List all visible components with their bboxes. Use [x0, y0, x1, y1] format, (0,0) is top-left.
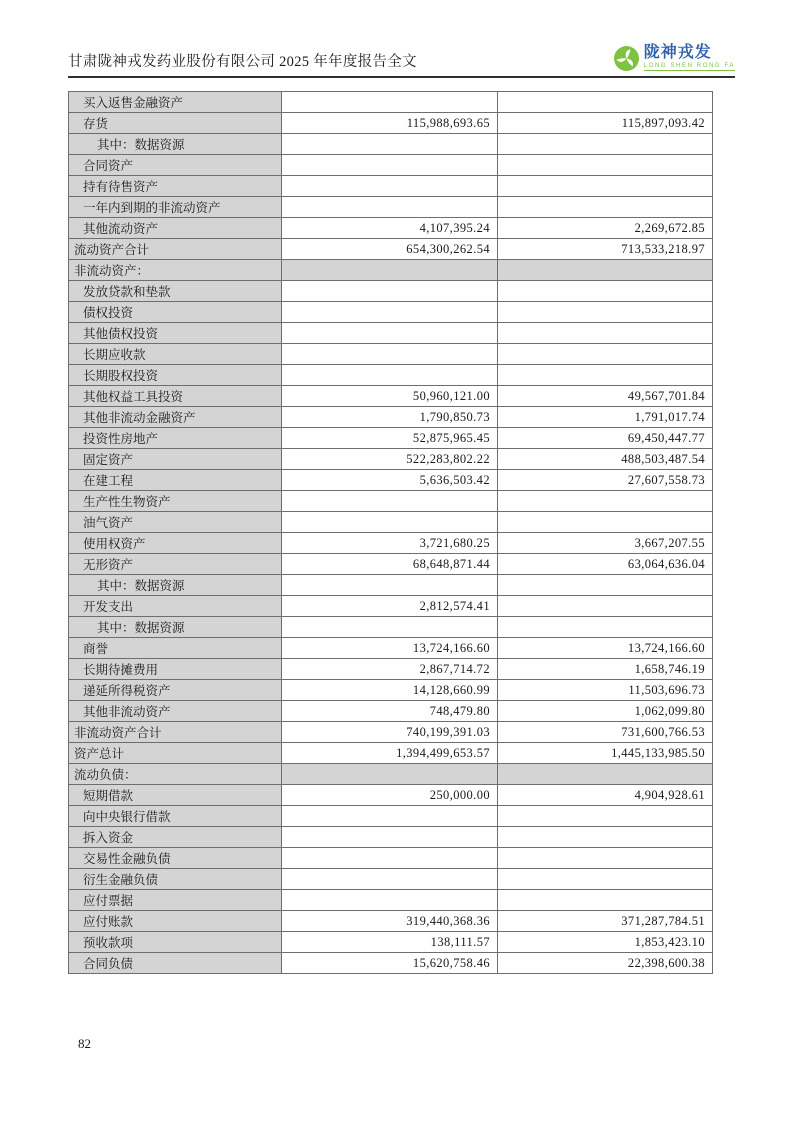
table-row [69, 785, 713, 806]
row-value-col2 [498, 302, 713, 323]
row-value-col2 [498, 575, 713, 596]
balance-sheet-body [69, 92, 713, 974]
table-row [69, 848, 713, 869]
row-value-col1 [282, 302, 498, 323]
row-value-col1: 5,636,503.42 [282, 470, 498, 491]
row-value-col2: 1,062,099.80 [498, 701, 713, 722]
row-value-col2: 731,600,766.53 [498, 722, 713, 743]
row-value-col2 [498, 176, 713, 197]
logo-subtitle: LONG SHEN RONG FA [643, 63, 735, 69]
table-row [69, 764, 713, 785]
table-row [69, 197, 713, 218]
row-value-col1: 52,875,965.45 [282, 428, 498, 449]
row-label: 在建工程 [69, 470, 282, 491]
balance-sheet-table [68, 91, 713, 974]
table-row [69, 680, 713, 701]
row-label: 应付票据 [69, 890, 282, 911]
row-value-col2: 115,897,093.42 [498, 113, 713, 134]
logo-text-block [644, 45, 735, 71]
table-row [69, 155, 713, 176]
row-label: 无形资产 [69, 554, 282, 575]
row-label: 其他流动资产 [69, 218, 282, 239]
row-value-col2 [498, 344, 713, 365]
row-label: 长期待摊费用 [69, 659, 282, 680]
row-value-col2 [498, 806, 713, 827]
table-row [69, 344, 713, 365]
row-value-col1: 15,620,758.46 [282, 953, 498, 974]
row-value-col2 [498, 764, 713, 785]
row-value-col2: 4,904,928.61 [498, 785, 713, 806]
row-value-col2: 13,724,166.60 [498, 638, 713, 659]
table-row [69, 743, 713, 764]
row-label: 生产性生物资产 [69, 491, 282, 512]
row-value-col1 [282, 890, 498, 911]
row-value-col1 [282, 365, 498, 386]
row-value-col2: 371,287,784.51 [498, 911, 713, 932]
row-value-col2: 22,398,600.38 [498, 953, 713, 974]
row-value-col1: 522,283,802.22 [282, 449, 498, 470]
table-row [69, 617, 713, 638]
row-value-col2 [498, 155, 713, 176]
row-value-col1: 1,394,499,653.57 [282, 743, 498, 764]
row-value-col2: 1,791,017.74 [498, 407, 713, 428]
row-value-col1 [282, 869, 498, 890]
row-value-col2 [498, 869, 713, 890]
row-value-col2 [498, 323, 713, 344]
table-row [69, 491, 713, 512]
table-row [69, 302, 713, 323]
row-label: 持有待售资产 [69, 176, 282, 197]
row-label: 开发支出 [69, 596, 282, 617]
row-label: 长期应收款 [69, 344, 282, 365]
table-row [69, 281, 713, 302]
row-value-col2 [498, 365, 713, 386]
row-label: 短期借款 [69, 785, 282, 806]
row-value-col2: 3,667,207.55 [498, 533, 713, 554]
row-value-col1 [282, 176, 498, 197]
row-value-col1: 654,300,262.54 [282, 239, 498, 260]
row-value-col1: 1,790,850.73 [282, 407, 498, 428]
page-header [68, 42, 735, 78]
row-label: 其中：数据资源 [69, 617, 282, 638]
table-row [69, 407, 713, 428]
row-value-col1: 2,867,714.72 [282, 659, 498, 680]
table-row [69, 533, 713, 554]
row-label: 商誉 [69, 638, 282, 659]
row-value-col2 [498, 890, 713, 911]
row-value-col2: 488,503,487.54 [498, 449, 713, 470]
row-value-col1: 748,479.80 [282, 701, 498, 722]
page-number: 82 [78, 1036, 91, 1051]
row-label: 发放贷款和垫款 [69, 281, 282, 302]
table-row [69, 239, 713, 260]
row-label: 合同负债 [69, 953, 282, 974]
row-label: 其他非流动金融资产 [69, 407, 282, 428]
row-label: 非流动资产合计 [69, 722, 282, 743]
row-value-col1: 50,960,121.00 [282, 386, 498, 407]
report-title: 甘肃陇神戎发药业股份有限公司 2025 年年度报告全文 [68, 54, 417, 70]
row-value-col2 [498, 134, 713, 155]
table-row [69, 386, 713, 407]
table-row [69, 92, 713, 113]
table-row [69, 869, 713, 890]
table-row [69, 365, 713, 386]
row-value-col2: 49,567,701.84 [498, 386, 713, 407]
row-value-col2 [498, 92, 713, 113]
row-label: 交易性金融负债 [69, 848, 282, 869]
row-value-col1 [282, 827, 498, 848]
row-value-col2 [498, 491, 713, 512]
row-label: 递延所得税资产 [69, 680, 282, 701]
table-row [69, 260, 713, 281]
logo-company-name: 陇神戎发 [643, 44, 712, 61]
row-label: 衍生金融负债 [69, 869, 282, 890]
row-value-col1: 4,107,395.24 [282, 218, 498, 239]
row-value-col1 [282, 134, 498, 155]
table-row [69, 596, 713, 617]
table-row [69, 323, 713, 344]
table-row [69, 176, 713, 197]
table-row [69, 554, 713, 575]
table-row [69, 953, 713, 974]
row-value-col1 [282, 491, 498, 512]
table-row [69, 134, 713, 155]
row-label: 债权投资 [69, 302, 282, 323]
table-row [69, 428, 713, 449]
row-label: 拆入资金 [69, 827, 282, 848]
table-row [69, 932, 713, 953]
row-label: 向中央银行借款 [69, 806, 282, 827]
row-label: 投资性房地产 [69, 428, 282, 449]
row-value-col1 [282, 575, 498, 596]
row-label: 其中：数据资源 [69, 134, 282, 155]
row-value-col1: 3,721,680.25 [282, 533, 498, 554]
row-value-col1 [282, 197, 498, 218]
table-row [69, 701, 713, 722]
row-value-col2 [498, 260, 713, 281]
row-value-col1 [282, 260, 498, 281]
row-value-col1 [282, 512, 498, 533]
table-row [69, 113, 713, 134]
row-value-col1 [282, 617, 498, 638]
row-value-col2: 1,445,133,985.50 [498, 743, 713, 764]
table-row [69, 827, 713, 848]
table-row [69, 470, 713, 491]
row-value-col1 [282, 155, 498, 176]
row-value-col1 [282, 323, 498, 344]
row-label: 一年内到期的非流动资产 [69, 197, 282, 218]
pinwheel-logo-icon [614, 46, 639, 71]
row-value-col1: 2,812,574.41 [282, 596, 498, 617]
row-value-col1: 740,199,391.03 [282, 722, 498, 743]
row-value-col1: 68,648,871.44 [282, 554, 498, 575]
row-value-col1: 13,724,166.60 [282, 638, 498, 659]
row-value-col2: 69,450,447.77 [498, 428, 713, 449]
row-label: 固定资产 [69, 449, 282, 470]
row-label: 非流动资产： [69, 260, 282, 281]
row-value-col2 [498, 596, 713, 617]
row-value-col1: 115,988,693.65 [282, 113, 498, 134]
row-value-col1 [282, 92, 498, 113]
row-value-col1: 14,128,660.99 [282, 680, 498, 701]
row-value-col1: 250,000.00 [282, 785, 498, 806]
row-value-col2 [498, 512, 713, 533]
row-value-col2: 1,658,746.19 [498, 659, 713, 680]
row-value-col2 [498, 827, 713, 848]
row-value-col1 [282, 764, 498, 785]
table-row [69, 638, 713, 659]
table-row [69, 722, 713, 743]
table-row [69, 806, 713, 827]
row-label: 应付账款 [69, 911, 282, 932]
row-value-col2: 2,269,672.85 [498, 218, 713, 239]
row-value-col1 [282, 806, 498, 827]
row-value-col1 [282, 848, 498, 869]
table-row [69, 911, 713, 932]
row-label: 存货 [69, 113, 282, 134]
row-value-col2: 63,064,636.04 [498, 554, 713, 575]
row-label: 资产总计 [69, 743, 282, 764]
row-value-col2 [498, 848, 713, 869]
row-label: 流动负债： [69, 764, 282, 785]
table-row [69, 659, 713, 680]
row-value-col2: 1,853,423.10 [498, 932, 713, 953]
row-label: 预收款项 [69, 932, 282, 953]
row-label: 其他权益工具投资 [69, 386, 282, 407]
table-row [69, 890, 713, 911]
row-label: 其中：数据资源 [69, 575, 282, 596]
row-label: 其他非流动资产 [69, 701, 282, 722]
row-value-col1 [282, 281, 498, 302]
row-value-col1 [282, 344, 498, 365]
row-value-col1: 319,440,368.36 [282, 911, 498, 932]
row-label: 长期股权投资 [69, 365, 282, 386]
row-label: 合同资产 [69, 155, 282, 176]
row-label: 油气资产 [69, 512, 282, 533]
row-value-col2 [498, 617, 713, 638]
row-value-col2: 11,503,696.73 [498, 680, 713, 701]
row-value-col2: 27,607,558.73 [498, 470, 713, 491]
row-label: 使用权资产 [69, 533, 282, 554]
table-row [69, 218, 713, 239]
table-row [69, 575, 713, 596]
row-value-col2 [498, 197, 713, 218]
row-value-col2: 713,533,218.97 [498, 239, 713, 260]
row-value-col1: 138,111.57 [282, 932, 498, 953]
row-label: 其他债权投资 [69, 323, 282, 344]
table-row [69, 449, 713, 470]
company-logo [614, 45, 735, 71]
table-row [69, 512, 713, 533]
row-label: 流动资产合计 [69, 239, 282, 260]
row-value-col2 [498, 281, 713, 302]
row-label: 买入返售金融资产 [69, 92, 282, 113]
